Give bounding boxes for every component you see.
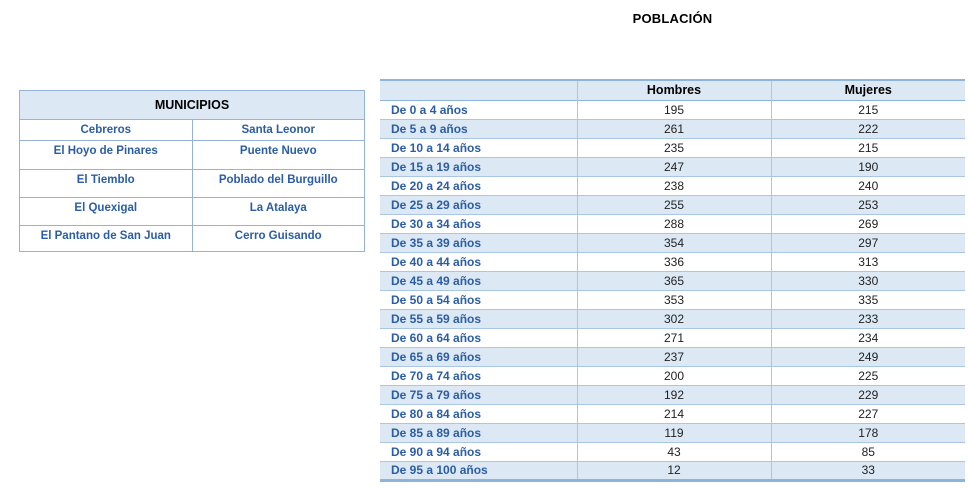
age-label-cell: De 25 a 29 años [391, 197, 482, 212]
column-header-mujeres: Mujeres [771, 80, 965, 100]
table-row [380, 233, 965, 252]
municipio-cell: El Pantano de San Juan [20, 226, 193, 252]
age-label-cell: De 15 a 19 años [391, 159, 482, 174]
municipio-cell: Cebreros [20, 120, 193, 141]
mujeres-value-cell: 297 [771, 233, 965, 252]
age-label-cell: De 10 a 14 años [391, 140, 482, 155]
hombres-value-cell: 195 [577, 100, 771, 119]
age-label-cell: De 85 a 89 años [391, 425, 482, 440]
mujeres-value-cell: 253 [771, 195, 965, 214]
table-row [380, 138, 965, 157]
municipio-cell: Puente Nuevo [192, 141, 365, 170]
age-label-cell: De 95 a 100 años [391, 463, 488, 477]
hombres-value-cell: 353 [577, 290, 771, 309]
table-row [380, 119, 965, 138]
mujeres-value-cell: 227 [771, 404, 965, 423]
municipio-cell: El Quexigal [20, 198, 193, 226]
table-row [380, 271, 965, 290]
mujeres-value-cell: 330 [771, 271, 965, 290]
hombres-value-cell: 261 [577, 119, 771, 138]
hombres-value-cell: 214 [577, 404, 771, 423]
mujeres-value-cell: 313 [771, 252, 965, 271]
municipios-body [20, 120, 365, 252]
table-row [380, 404, 965, 423]
hombres-value-cell: 255 [577, 195, 771, 214]
municipios-header: MUNICIPIOS [20, 91, 365, 120]
age-label-cell: De 35 a 39 años [391, 235, 482, 250]
age-label-cell: De 90 a 94 años [391, 444, 482, 459]
hombres-value-cell: 302 [577, 309, 771, 328]
mujeres-value-cell: 178 [771, 423, 965, 442]
table-row [380, 157, 965, 176]
table-row [380, 252, 965, 271]
hombres-value-cell: 12 [577, 461, 771, 480]
hombres-value-cell: 235 [577, 138, 771, 157]
hombres-value-cell: 288 [577, 214, 771, 233]
mujeres-value-cell: 225 [771, 366, 965, 385]
hombres-value-cell: 365 [577, 271, 771, 290]
municipio-cell: El Hoyo de Pinares [20, 141, 193, 170]
mujeres-value-cell: 269 [771, 214, 965, 233]
age-column-header [380, 80, 577, 100]
table-row [380, 195, 965, 214]
municipios-header-row [20, 91, 365, 120]
mujeres-value-cell: 222 [771, 119, 965, 138]
mujeres-value-cell: 233 [771, 309, 965, 328]
mujeres-value-cell: 33 [771, 461, 965, 480]
hombres-value-cell: 237 [577, 347, 771, 366]
mujeres-value-cell: 215 [771, 100, 965, 119]
table-row [380, 442, 965, 461]
age-label-cell: De 20 a 24 años [391, 178, 482, 193]
mujeres-value-cell: 335 [771, 290, 965, 309]
mujeres-value-cell: 85 [771, 442, 965, 461]
age-label-cell: De 70 a 74 años [391, 368, 482, 383]
age-label-cell: De 60 a 64 años [391, 330, 482, 345]
mujeres-value-cell: 234 [771, 328, 965, 347]
age-label-cell: De 55 a 59 años [391, 311, 482, 326]
age-label-cell: De 5 a 9 años [391, 121, 468, 136]
table-row [380, 385, 965, 404]
hombres-value-cell: 43 [577, 442, 771, 461]
hombres-value-cell: 192 [577, 385, 771, 404]
table-row [380, 423, 965, 442]
age-label-cell: De 80 a 84 años [391, 406, 482, 421]
table-row [380, 309, 965, 328]
mujeres-value-cell: 190 [771, 157, 965, 176]
table-row [380, 100, 965, 119]
age-label-cell: De 75 a 79 años [391, 387, 482, 402]
population-body [380, 100, 965, 480]
mujeres-value-cell: 215 [771, 138, 965, 157]
table-row [380, 347, 965, 366]
table-row [380, 214, 965, 233]
page-title: POBLACIÓN [632, 11, 713, 26]
table-row [20, 120, 365, 141]
municipio-cell: Cerro Guisando [192, 226, 365, 252]
population-table [380, 79, 965, 482]
age-label-cell: De 50 a 54 años [391, 292, 482, 307]
table-row [380, 461, 965, 480]
hombres-value-cell: 238 [577, 176, 771, 195]
hombres-value-cell: 119 [577, 423, 771, 442]
table-row [20, 170, 365, 198]
table-row [20, 141, 365, 170]
hombres-value-cell: 200 [577, 366, 771, 385]
population-header-row [380, 80, 965, 100]
municipio-cell: La Atalaya [192, 198, 365, 226]
mujeres-value-cell: 229 [771, 385, 965, 404]
hombres-value-cell: 354 [577, 233, 771, 252]
hombres-value-cell: 336 [577, 252, 771, 271]
table-row [380, 176, 965, 195]
municipios-table [19, 90, 365, 252]
table-row [380, 366, 965, 385]
table-row [380, 290, 965, 309]
mujeres-value-cell: 249 [771, 347, 965, 366]
age-label-cell: De 30 a 34 años [391, 216, 482, 231]
table-row [20, 226, 365, 252]
municipio-cell: Poblado del Burguillo [192, 170, 365, 198]
age-label-cell: De 0 a 4 años [391, 102, 468, 117]
hombres-value-cell: 247 [577, 157, 771, 176]
age-label-cell: De 40 a 44 años [391, 254, 482, 269]
age-label-cell: De 65 a 69 años [391, 349, 482, 364]
municipio-cell: Santa Leonor [192, 120, 365, 141]
hombres-value-cell: 271 [577, 328, 771, 347]
column-header-hombres: Hombres [577, 80, 771, 100]
table-row [380, 328, 965, 347]
age-label-cell: De 45 a 49 años [391, 273, 482, 288]
municipio-cell: El Tiemblo [20, 170, 193, 198]
mujeres-value-cell: 240 [771, 176, 965, 195]
table-row [20, 198, 365, 226]
